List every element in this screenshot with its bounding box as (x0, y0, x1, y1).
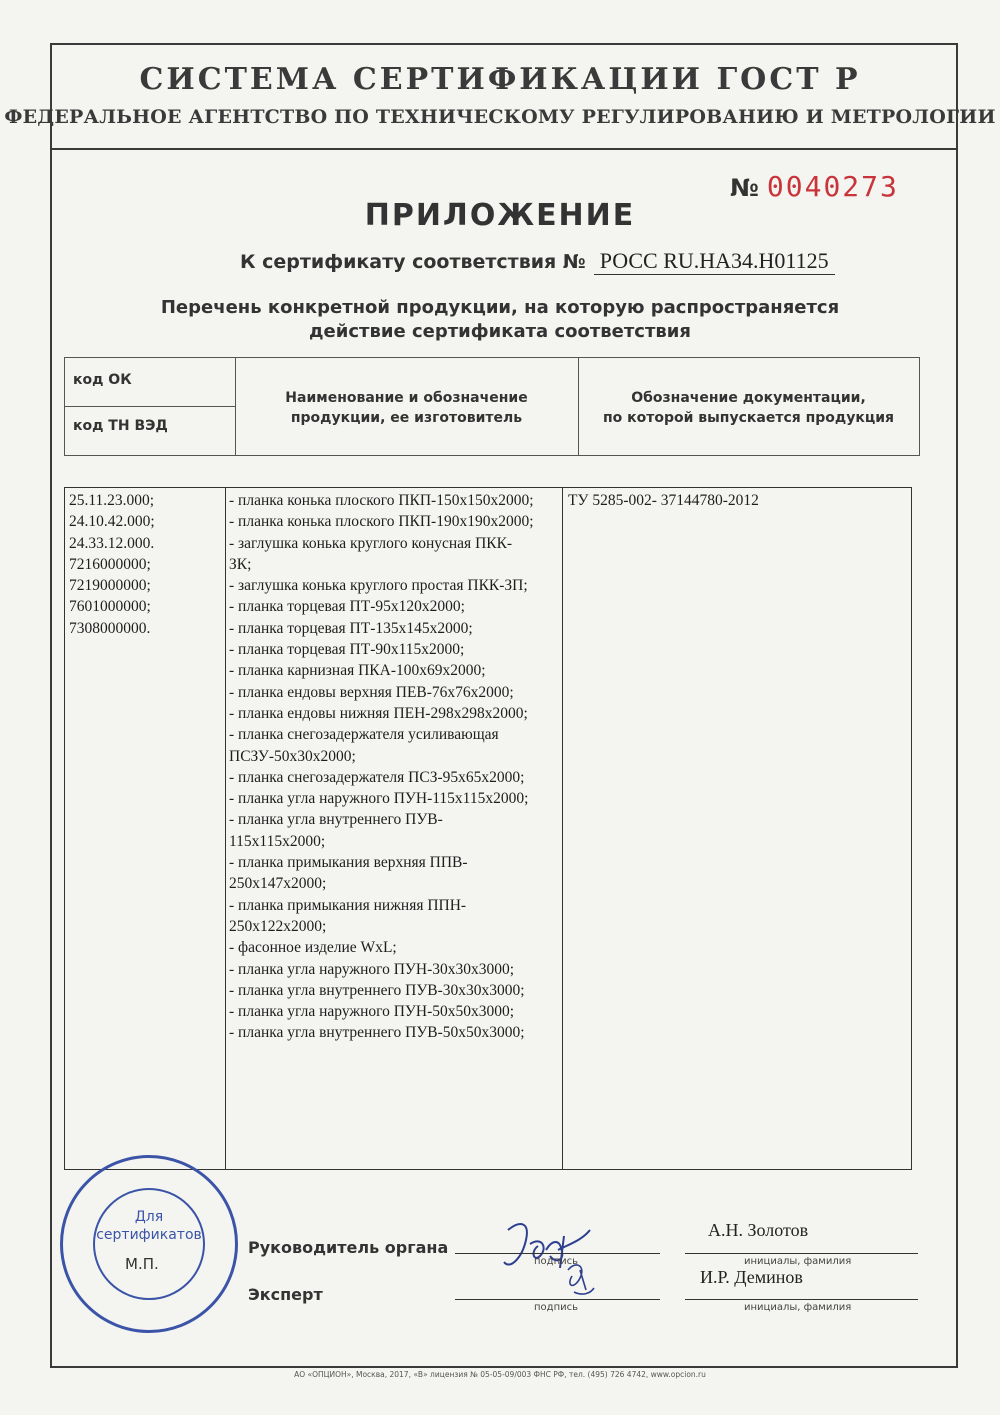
documentation-header-cell (578, 358, 919, 455)
head-name: А.Н. Золотов (708, 1220, 809, 1240)
stamp-inner-ring (93, 1188, 205, 1300)
documentation-column (562, 488, 911, 1169)
printer-footer: АО «ОПЦИОН», Москва, 2017, «В» лицензия № 05-05-09/003 ФНС РФ, тел. (495) 726 4742, www.opcion.ru (294, 1370, 706, 1379)
certification-stamp (60, 1155, 238, 1333)
head-signature-caption: подпись (534, 1256, 578, 1267)
product-item: 115х115х2000; (229, 832, 326, 850)
product-header-text (235, 388, 578, 428)
agency-title: ФЕДЕРАЛЬНОЕ АГЕНТСТВО ПО ТЕХНИЧЕСКОМУ РЕГУЛИРОВАНИЮ И МЕТРОЛОГИИ (4, 106, 996, 128)
products-list (225, 488, 562, 1044)
system-title: СИСТЕМА СЕРТИФИКАЦИИ ГОСТ Р (139, 62, 861, 97)
head-signature-line (455, 1253, 660, 1254)
document-title: ПРИЛОЖЕНИЕ (364, 198, 636, 233)
number-sign: № (730, 174, 759, 202)
product-item: - планка угла наружного ПУН-30х30х3000; (229, 960, 515, 978)
expert-name-caption: инициалы, фамилия (744, 1302, 852, 1313)
documentation-header-line-2: по которой выпускается продукция (602, 410, 895, 426)
head-name-line (685, 1253, 918, 1254)
certificate-reference (240, 248, 835, 275)
documentation-reference: ТУ 5285-002- 37144780-2012 (568, 492, 759, 509)
form-number-value: 0040273 (766, 170, 899, 203)
product-item: - планка карнизная ПКА-100х69х2000; (229, 662, 486, 680)
certificate-number: РОСС RU.НА34.Н01125 (594, 248, 835, 275)
product-item: - заглушка конька круглого конусная ПКК- (229, 534, 513, 552)
product-item: 250х147х2000; (229, 875, 327, 893)
product-item: - планка снегозадержателя усиливающая (229, 726, 499, 744)
head-name-caption: инициалы, фамилия (744, 1256, 852, 1267)
product-item: - планка торцевая ПТ-90х115х2000; (229, 641, 465, 659)
product-item: - планка торцевая ПТ-135х145х2000; (229, 619, 473, 637)
list-title-line-1: Перечень конкретной продукции, на которую распространяется (160, 297, 840, 318)
product-item: - планка примыкания нижняя ППН- (229, 896, 467, 914)
tnved-code-label: код ТН ВЭД (73, 418, 168, 434)
code-header-cell (65, 358, 236, 455)
product-item: - планка конька плоского ПКП-150х150х2000; (229, 492, 534, 509)
expert-label: Эксперт (248, 1285, 323, 1304)
product-item: 250х122х2000; (229, 917, 327, 935)
table-header (64, 357, 920, 456)
product-item: - планка угла внутреннего ПУВ-30х30х3000; (229, 981, 525, 999)
code-item: 7216000000; (69, 555, 151, 573)
codes-list (65, 488, 225, 639)
stamp-center-line-1: Для (134, 1209, 164, 1225)
product-header-cell (235, 358, 579, 455)
stamp-center-line-2: сертификатов (96, 1227, 202, 1243)
ok-code-label: код ОК (73, 372, 132, 388)
code-item: 7219000000; (69, 577, 151, 595)
product-header-line-1: Наименование и обозначение (285, 390, 528, 406)
product-item: - планка снегозадержателя ПСЗ-95х65х2000; (229, 768, 525, 786)
product-item: - планка примыкания верхняя ППВ- (229, 854, 468, 872)
product-item: ЗК; (229, 555, 252, 573)
codes-column (65, 488, 226, 1169)
product-item: - фасонное изделие WxL; (229, 939, 397, 957)
expert-name-line (685, 1299, 918, 1300)
products-column (225, 488, 563, 1169)
product-item: - планка угла внутреннего ПУВ- (229, 811, 443, 829)
seal-place-label: М.П. (125, 1255, 159, 1273)
expert-signature-line (455, 1299, 660, 1300)
product-item: - планка торцевая ПТ-95х120х2000; (229, 598, 465, 616)
product-item: ПСЗУ-50х30х2000; (229, 747, 356, 765)
list-title (0, 296, 1000, 344)
product-header-line-2: продукции, ее изготовитель (290, 410, 523, 426)
certificate-label: К сертификату соответствия № (240, 251, 586, 273)
code-item: 25.11.23.000; (69, 492, 155, 509)
product-item: - планка конька плоского ПКП-190х190х2000; (229, 513, 534, 531)
code-item: 24.33.12.000. (69, 534, 155, 552)
product-item: - планка угла внутреннего ПУВ-50х50х3000; (229, 1024, 525, 1042)
stamp-center-text (63, 1208, 235, 1244)
list-title-line-2: действие сертификата соответствия (309, 321, 691, 342)
product-item: - планка ендовы нижняя ПЕН-298х298х2000; (229, 704, 528, 722)
expert-signature-caption: подпись (534, 1302, 578, 1313)
header-divider (52, 148, 956, 150)
documentation-header-text (578, 388, 919, 428)
code-item: 7308000000. (69, 619, 151, 637)
product-item: - планка угла наружного ПУН-115х115х2000; (229, 790, 529, 808)
code-item: 7601000000; (69, 598, 151, 616)
product-item: - заглушка конька круглого простая ПКК-ЗП; (229, 577, 528, 595)
documentation-header-line-1: Обозначение документации, (631, 390, 866, 406)
product-table (64, 487, 912, 1170)
product-item: - планка ендовы верхняя ПЕВ-76х76х2000; (229, 683, 514, 701)
code-item: 24.10.42.000; (69, 513, 155, 531)
head-of-body-label: Руководитель органа (248, 1238, 449, 1257)
code-header-divider (65, 406, 235, 407)
product-item: - планка угла наружного ПУН-50х50х3000; (229, 1003, 515, 1021)
expert-name: И.Р. Деминов (700, 1267, 803, 1287)
